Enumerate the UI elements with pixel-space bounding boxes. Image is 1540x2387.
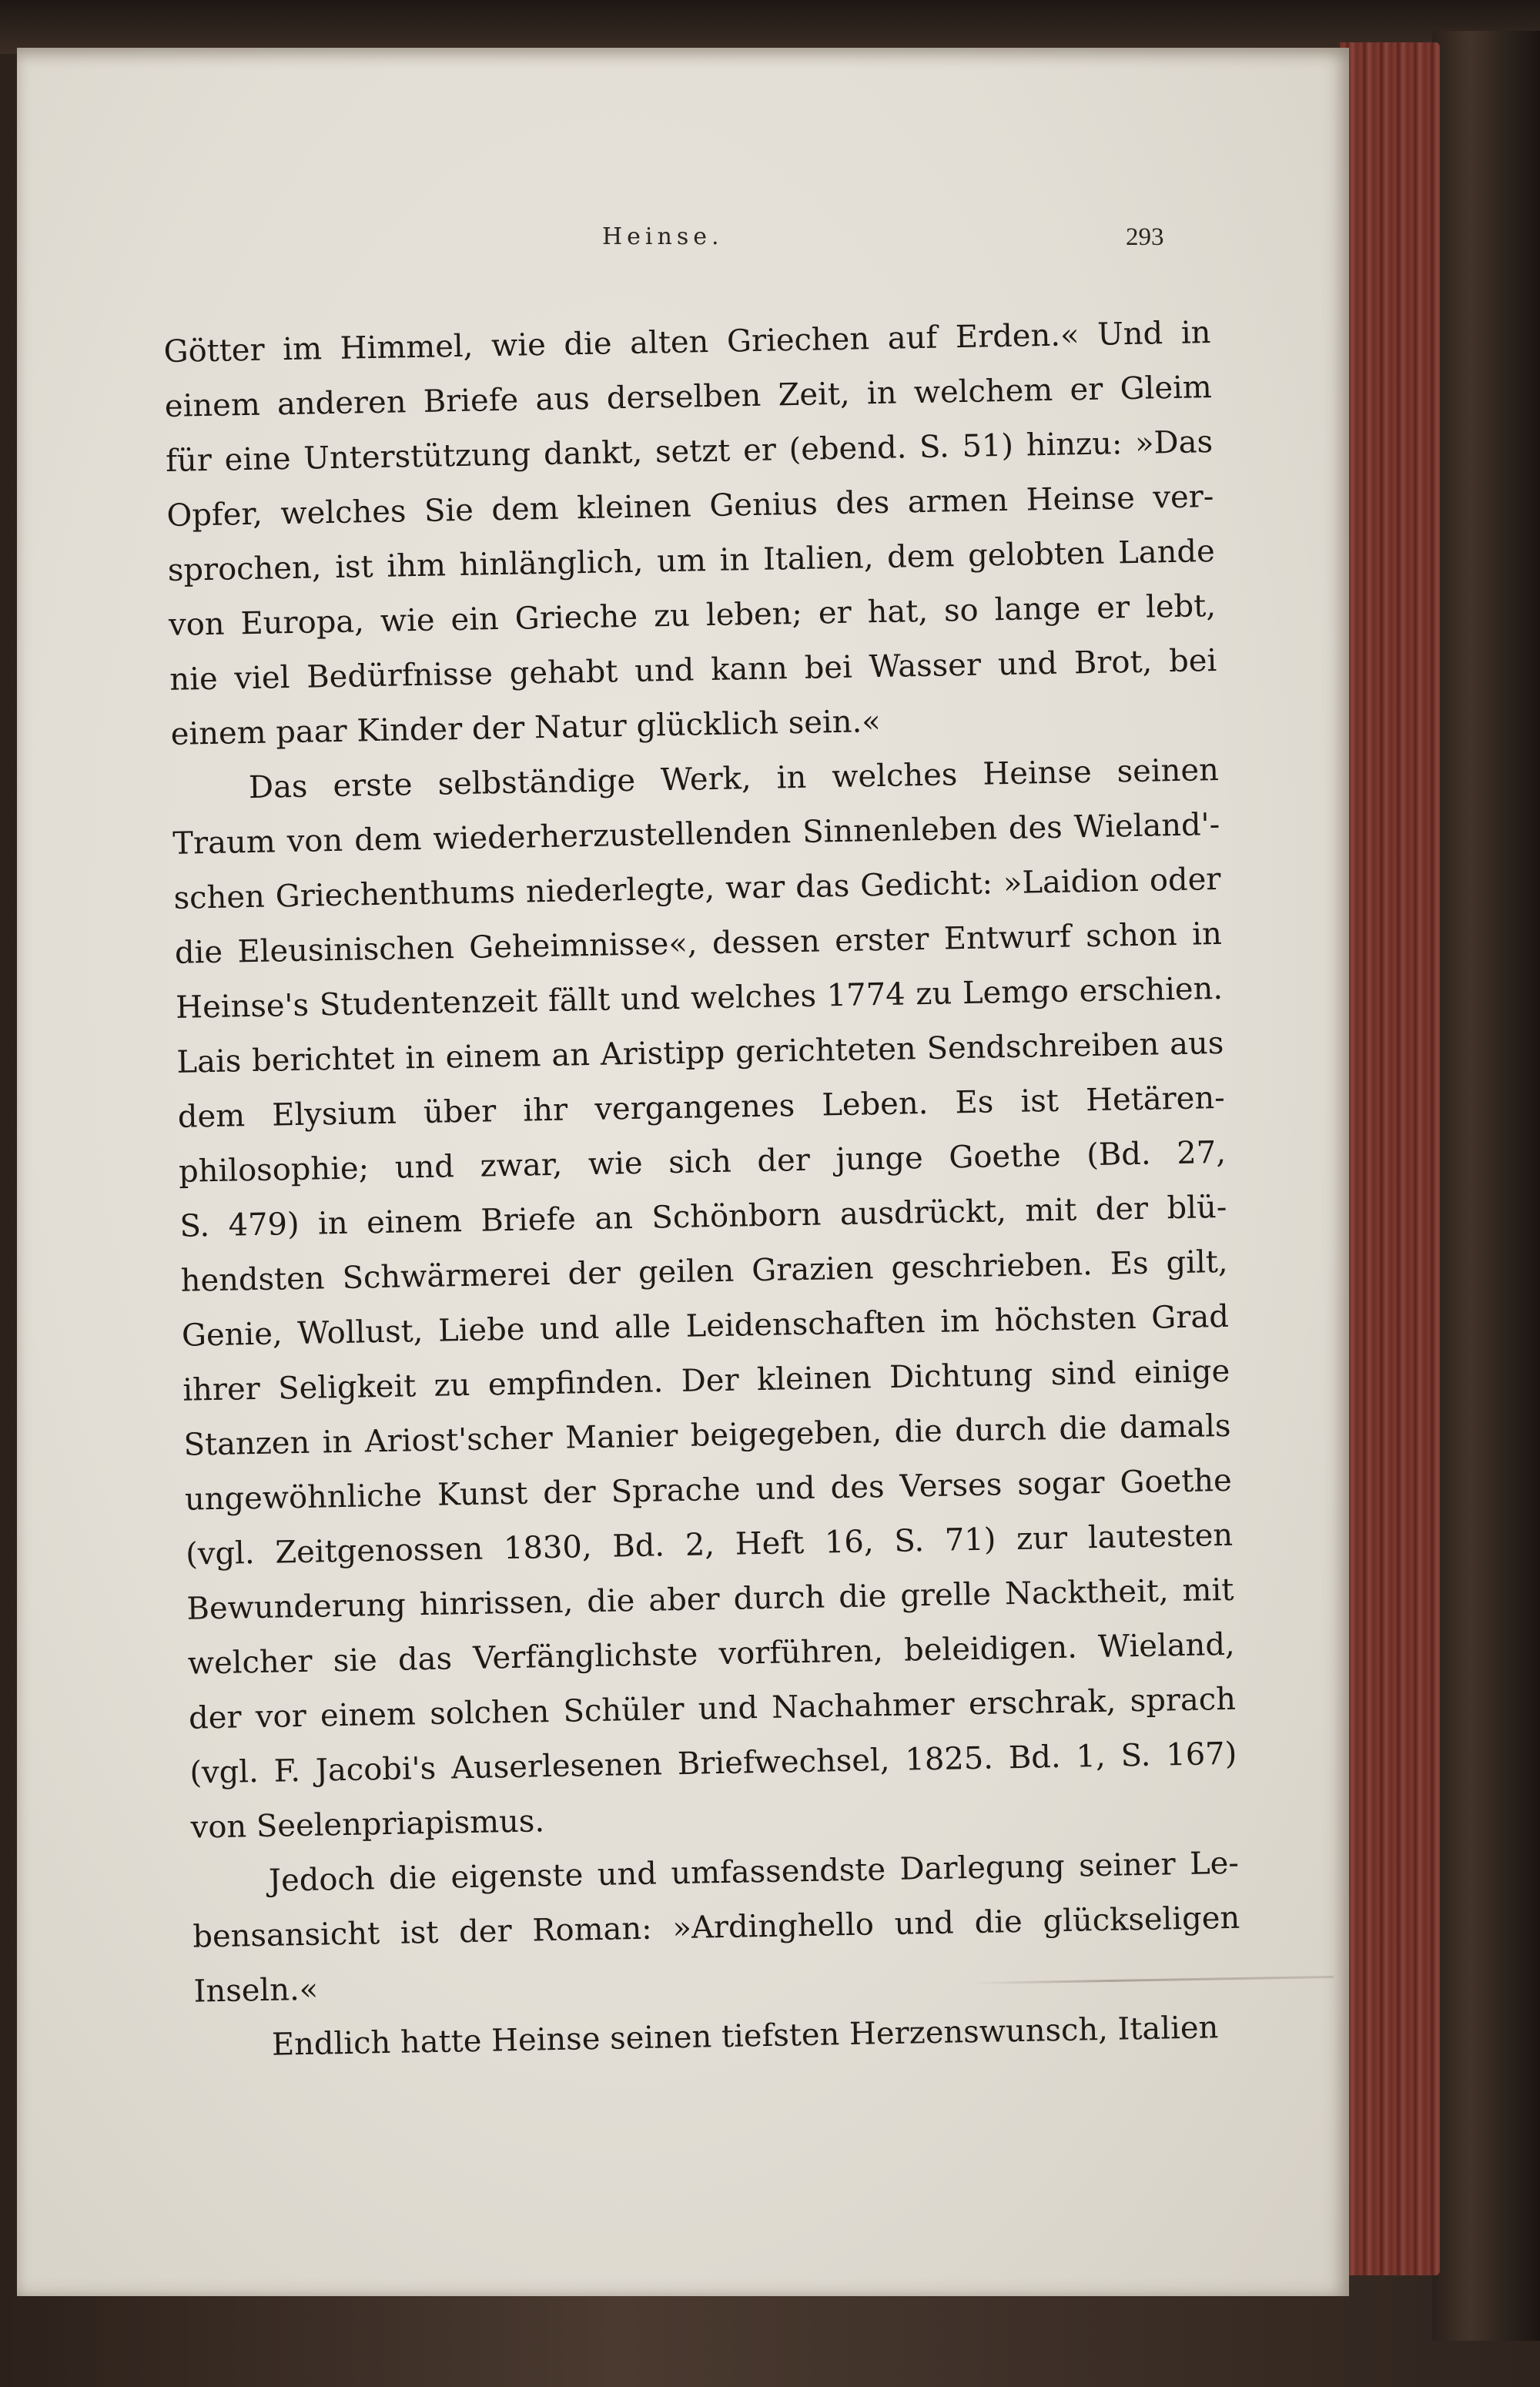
text-line: sprochen, ist ihm hinlänglich, um in Italien, dem gelobten Lande	[167, 534, 1216, 588]
text-line: Genie, Wollust, Liebe und alle Leidenschaften im höchsten Grad	[181, 1298, 1230, 1354]
text-line: welcher sie das Verfänglichste vorführen, beleidigen. Wieland,	[187, 1626, 1236, 1682]
book-cover-board	[1432, 31, 1540, 2341]
text-line: von Seelenpriapismus.	[190, 1803, 545, 1846]
text-line: die Eleusinischen Geheimnisse«, dessen erster Entwurf schon in	[174, 916, 1223, 971]
book-cover-top-edge	[0, 0, 1540, 54]
text-line: nie viel Bedürfnisse gehabt und kann bei Wasser und Brot, bei	[169, 643, 1217, 698]
text-line: Lais berichtet in einem an Aristipp gerichteten Sendschreiben aus	[176, 1025, 1224, 1080]
text-line: schen Griechenthums niederlegte, war das Gedicht: »Laidion oder	[173, 861, 1221, 916]
text-line: ihrer Seligkeit zu empfinden. Der kleinen Dichtung sind einige	[182, 1353, 1230, 1408]
text-line: Götter im Himmel, wie die alten Griechen auf Erden.« Und in	[163, 315, 1211, 370]
text-line: hendsten Schwärmerei der geilen Grazien geschrieben. Es gilt,	[180, 1244, 1228, 1299]
text-line: S. 479) in einem Briefe an Schönborn ausdrückt, mit der blü-	[179, 1189, 1227, 1244]
text-line: (vgl. F. Jacobi's Auserlesenen Briefwechsel, 1825. Bd. 1, S. 167)	[189, 1736, 1237, 1791]
text-line: Opfer, welches Sie dem kleinen Genius des armen Heinse ver-	[166, 479, 1214, 534]
text-line: von Europa, wie ein Grieche zu leben; er hat, so lange er lebt,	[168, 588, 1217, 643]
text-line: der vor einem solchen Schüler und Nachahmer erschrak, sprach	[188, 1681, 1237, 1736]
body-text	[163, 306, 1242, 2074]
text-line: Inseln.«	[193, 1971, 319, 2010]
book-page	[17, 48, 1349, 2296]
text-line: (vgl. Zeitgenossen 1830, Bd. 2, Heft 16, S. 71) zur lautesten	[185, 1517, 1234, 1572]
paragraph-start-line: Endlich hatte Heinse seinen tiefsten Herzenswunsch, Italien	[271, 2010, 1219, 2063]
text-line: Traum von dem wiederherzustellenden Sinnenleben des Wieland'-	[172, 806, 1220, 862]
text-line: Stanzen in Ariost'scher Manier beigegeben, die durch die damals	[183, 1408, 1231, 1463]
text-line: einem anderen Briefe aus derselben Zeit, in welchem er Gleim	[164, 370, 1213, 424]
text-line: Bewunderung hinrissen, die aber durch die grelle Nacktheit, mit	[186, 1572, 1234, 1627]
page-edges-stack	[1340, 42, 1440, 2275]
text-line: philosophie; und zwar, wie sich der junge Goethe (Bd. 27,	[178, 1134, 1227, 1190]
text-line: ungewöhnliche Kunst der Sprache und des Verses sogar Goethe	[184, 1462, 1233, 1518]
paragraph-start-line: Jedoch die eigenste und umfassendste Darlegung seiner Le-	[268, 1845, 1240, 1899]
text-line: Heinse's Studentenzeit fällt und welches 1774 zu Lemgo erschien.	[175, 970, 1224, 1026]
page-number: 293	[1126, 223, 1164, 251]
text-line: bensansicht ist der Roman: »Ardinghello und die glückseligen	[192, 1900, 1240, 1955]
text-line: für eine Unterstützung dankt, setzt er (ebend. S. 51) hinzu: »Das	[165, 424, 1214, 479]
text-line: einem paar Kinder der Natur glücklich sein.«	[170, 704, 882, 752]
text-line: dem Elysium über ihr vergangenes Leben. Es ist Hetären-	[177, 1080, 1226, 1135]
running-head-title: Heinse.	[602, 223, 724, 250]
running-head	[17, 223, 1349, 277]
paragraph-start-line: Das erste selbständige Werk, in welches Heinse seinen	[248, 752, 1220, 806]
